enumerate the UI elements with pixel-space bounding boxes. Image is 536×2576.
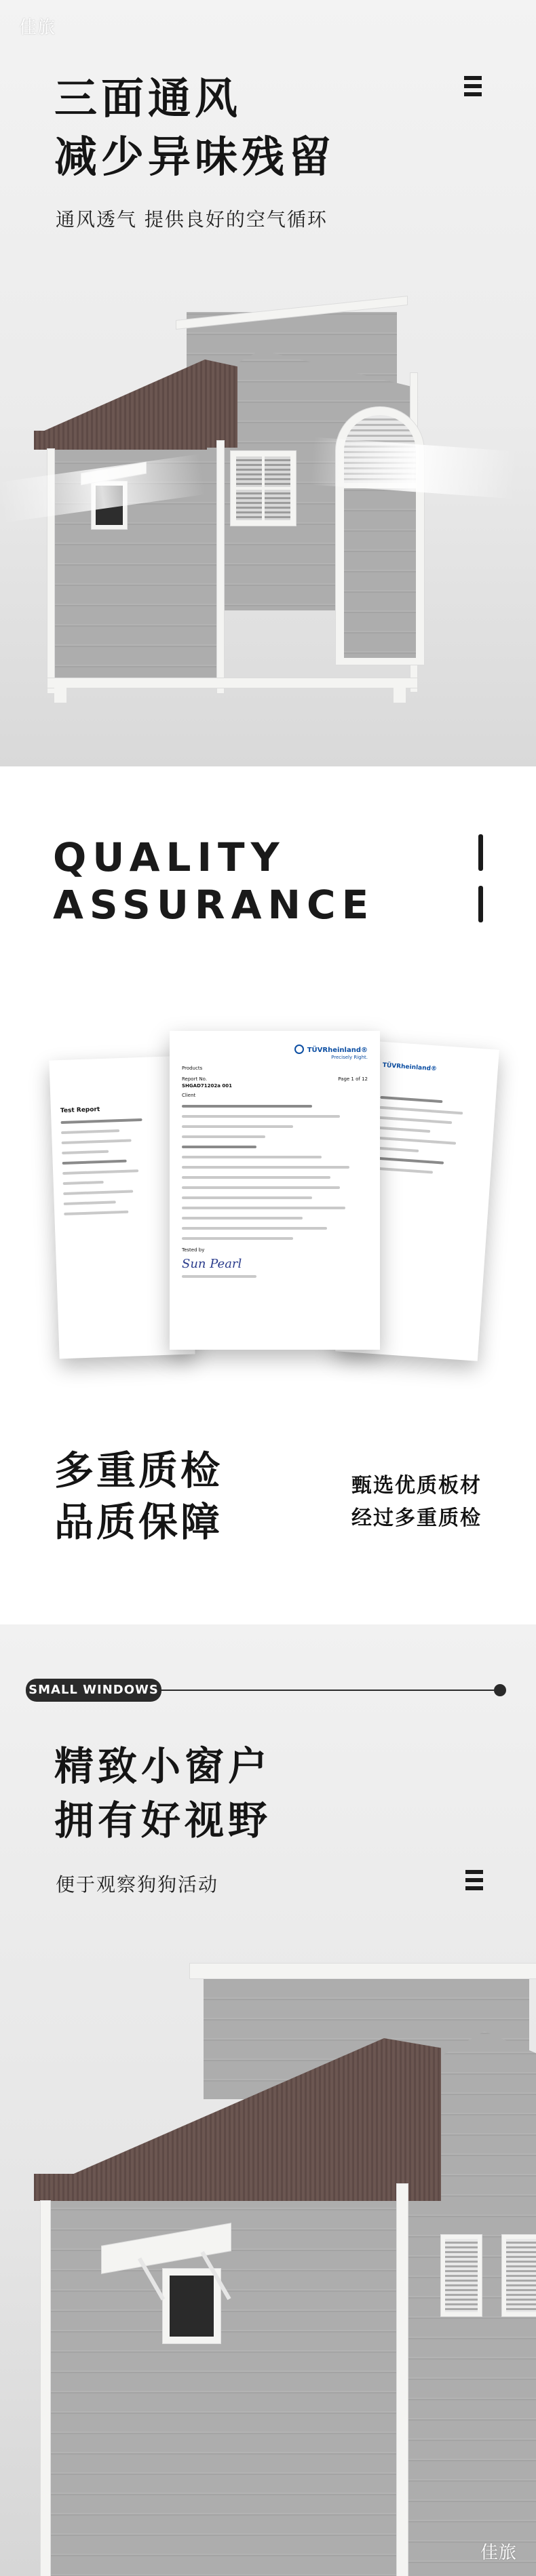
dog-house-image: [27, 271, 516, 705]
assurance-heading: ASSURANCE: [53, 882, 375, 928]
divider-line: [161, 1690, 494, 1691]
headline-line1: 三面通风: [54, 74, 242, 123]
report-no-label: Report No.: [182, 1076, 208, 1082]
vertical-bar-icon: [478, 834, 483, 871]
brand-logo-footer: 佳旅: [480, 2543, 517, 2563]
windows-title-line1: 精致小窗户: [54, 1743, 272, 1789]
products-label: Products: [182, 1066, 203, 1071]
quality-title-line1: 多重质检: [54, 1447, 223, 1494]
vertical-bar-icon: [478, 886, 483, 922]
quality-title-line2: 品质保障: [54, 1499, 223, 1545]
headline-subtitle: 通风透气 提供良好的空气循环: [56, 208, 328, 231]
certificate-main: [170, 1031, 380, 1350]
headline-line2: 减少异味残留: [54, 132, 335, 182]
certificate-stack: [54, 1031, 489, 1363]
windows-subtitle: 便于观察狗狗活动: [56, 1873, 219, 1896]
ventilation-section: [0, 0, 536, 766]
quality-side-line2: 经过多重质检: [351, 1506, 482, 1530]
dog-house-closeup-image: [0, 1950, 536, 2576]
report-page: Page 1 of 12: [338, 1076, 368, 1082]
tuv-tagline: Precisely Right.: [331, 1055, 368, 1060]
quality-side-line1: 甄选优质板材: [351, 1474, 482, 1498]
signature: Sun Pearl: [182, 1257, 242, 1271]
menu-icon[interactable]: [465, 1870, 483, 1894]
client-label: Client: [182, 1093, 196, 1098]
quality-heading: QUALITY: [53, 834, 286, 880]
tuv-logo: TÜVRheinland®: [307, 1047, 368, 1054]
certificate-right-logo: TÜVRheinland®: [382, 1061, 438, 1073]
windows-title-line2: 拥有好视野: [54, 1797, 272, 1843]
small-windows-section: [0, 1624, 536, 2576]
certificate-left-title: Test Report: [60, 1106, 100, 1115]
divider-dot: [494, 1684, 506, 1696]
report-no: SHGAD71202a 001: [182, 1083, 232, 1089]
menu-icon[interactable]: [464, 76, 482, 100]
quality-section: [0, 766, 536, 1624]
tested-by-label: Tested by: [182, 1247, 205, 1253]
small-windows-tag: SMALL WINDOWS: [26, 1679, 161, 1702]
brand-logo: 佳旅: [19, 18, 56, 38]
